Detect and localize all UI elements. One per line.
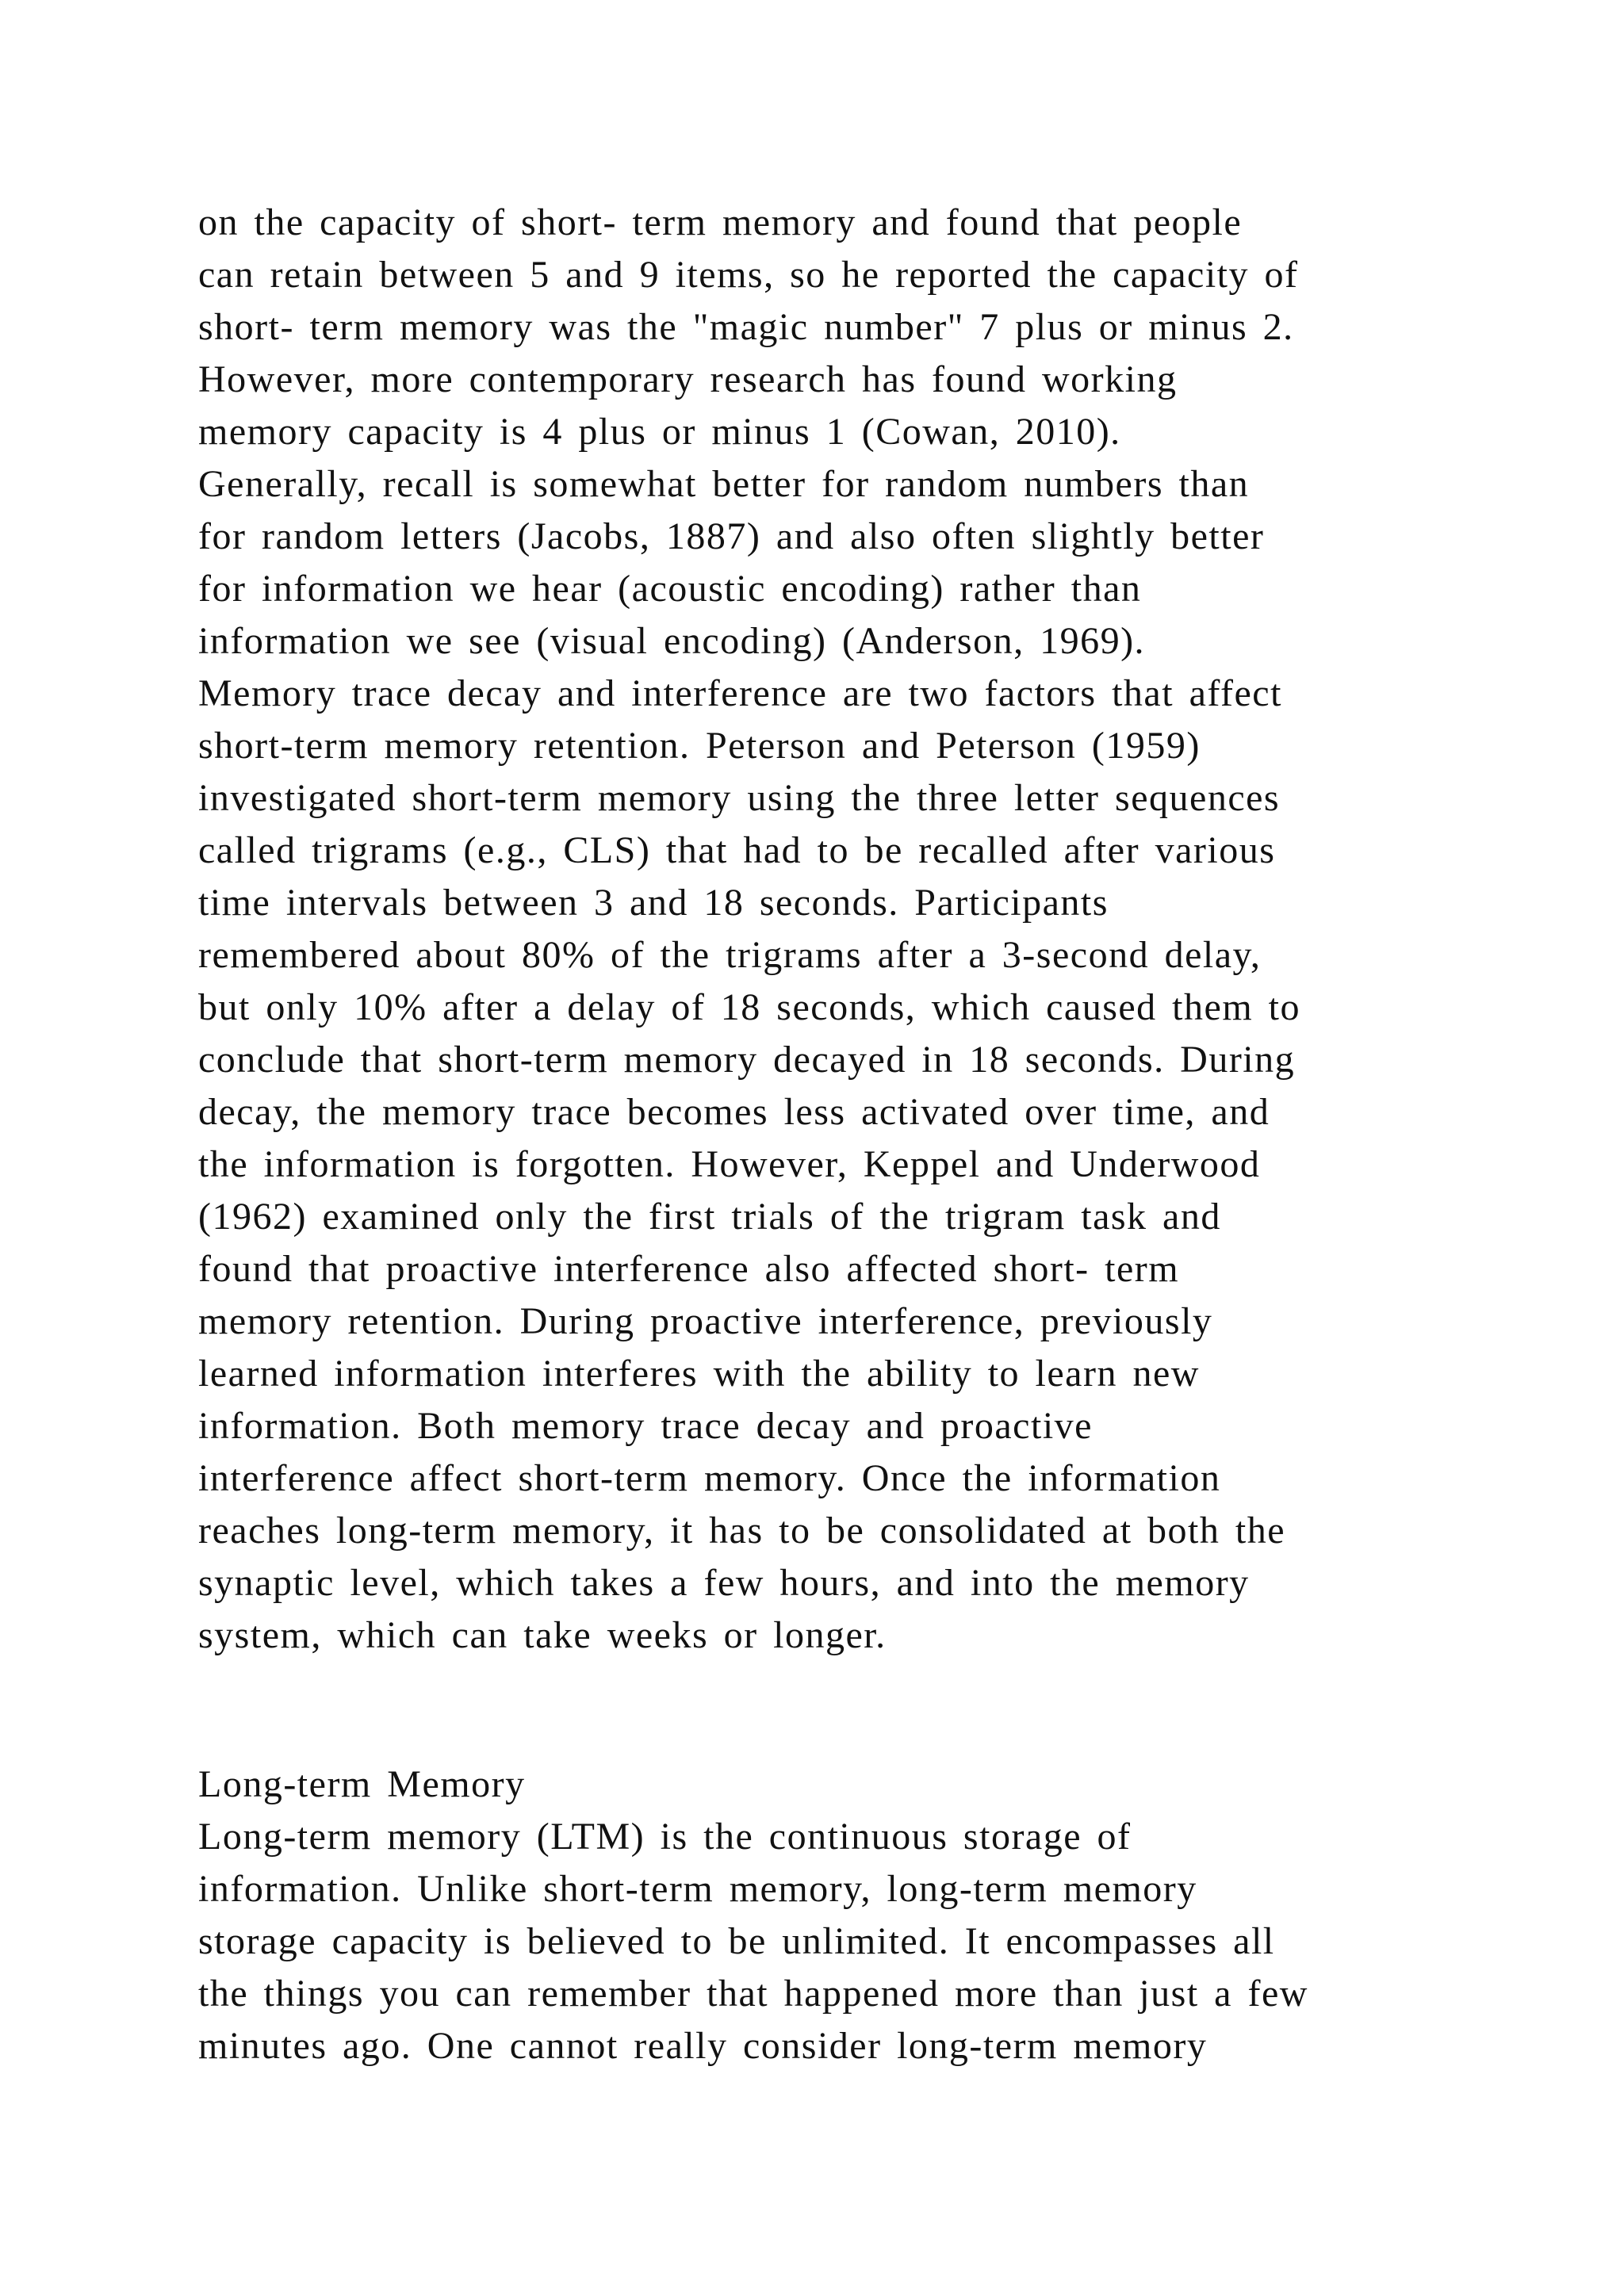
text-line: information. Both memory trace decay and proactive	[198, 1405, 1093, 1447]
text-line: Long-term memory (LTM) is the continuous storage of	[198, 1816, 1132, 1858]
text-line: reaches long-term memory, it has to be consolidated at both the	[198, 1510, 1286, 1552]
text-line: minutes ago. One cannot really consider long-term memory	[198, 2025, 1208, 2067]
body-paragraph-short-term-memory	[198, 197, 1499, 1662]
text-line: information we see (visual encoding) (Anderson, 1969).	[198, 620, 1146, 662]
text-line: remembered about 80% of the trigrams after a 3-second delay,	[198, 934, 1262, 976]
text-line: short- term memory was the "magic number" 7 plus or minus 2.	[198, 306, 1294, 348]
text-line: decay, the memory trace becomes less activated over time, and	[198, 1091, 1270, 1133]
text-line: system, which can take weeks or longer.	[198, 1614, 887, 1656]
text-line: time intervals between 3 and 18 seconds. Participants	[198, 882, 1109, 924]
text-line: short-term memory retention. Peterson and Peterson (1959)	[198, 725, 1201, 767]
text-line: learned information interferes with the ability to learn new	[198, 1353, 1200, 1395]
text-line: information. Unlike short-term memory, long-term memory	[198, 1868, 1197, 1910]
text-line: on the capacity of short- term memory and found that people	[198, 201, 1243, 243]
text-line: the information is forgotten. However, Keppel and Underwood	[198, 1143, 1261, 1185]
section-heading-long-term-memory	[198, 1758, 1499, 1811]
text-line: (1962) examined only the first trials of the trigram task and	[198, 1196, 1221, 1238]
text-line: for random letters (Jacobs, 1887) and also often slightly better	[198, 515, 1265, 557]
text-line: conclude that short-term memory decayed in 18 seconds. During	[198, 1039, 1296, 1081]
text-line: Generally, recall is somewhat better for random numbers than	[198, 463, 1250, 505]
text-line: Memory trace decay and interference are two factors that affect	[198, 672, 1282, 714]
text-line: but only 10% after a delay of 18 seconds, which caused them to	[198, 986, 1300, 1028]
text-line: the things you can remember that happened more than just a few	[198, 1973, 1308, 2015]
text-line: for information we hear (acoustic encoding) rather than	[198, 568, 1142, 610]
body-paragraph-long-term-memory	[198, 1811, 1499, 2072]
text-line: storage capacity is believed to be unlimited. It encompasses all	[198, 1920, 1275, 1962]
text-line: However, more contemporary research has found working	[198, 358, 1178, 400]
text-line: can retain between 5 and 9 items, so he reported the capacity of	[198, 254, 1299, 296]
text-line: called trigrams (e.g., CLS) that had to be recalled after various	[198, 829, 1276, 871]
text-line: memory capacity is 4 plus or minus 1 (Cowan, 2010).	[198, 411, 1121, 453]
section-heading: Long-term Memory	[198, 1763, 526, 1805]
text-line: investigated short-term memory using the three letter sequences	[198, 777, 1281, 819]
text-line: found that proactive interference also affected short- term	[198, 1248, 1180, 1290]
text-line: memory retention. During proactive interference, previously	[198, 1300, 1213, 1342]
text-line: interference affect short-term memory. Once the information	[198, 1457, 1221, 1499]
text-line: synaptic level, which takes a few hours, and into the memory	[198, 1562, 1250, 1604]
